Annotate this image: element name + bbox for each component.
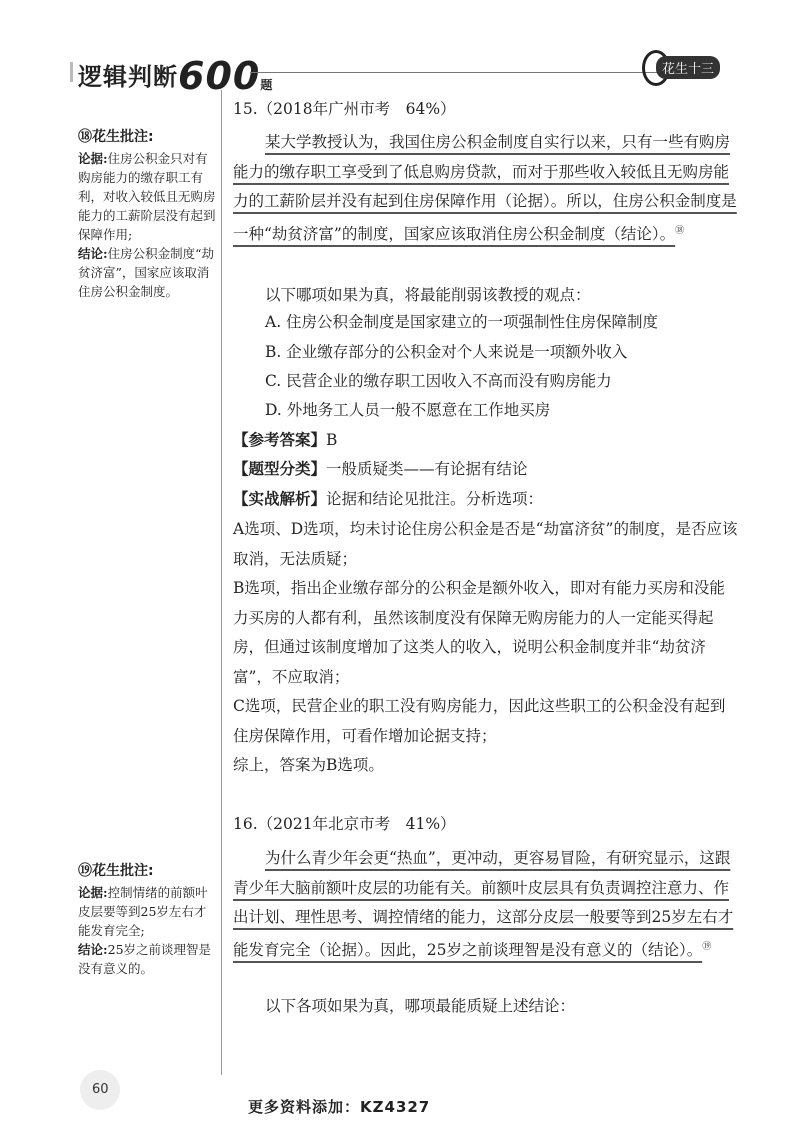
author-badge (642, 46, 732, 82)
book-title-number: 600 (178, 54, 261, 98)
side-note-label: 结论: (78, 246, 108, 261)
question-16-stem-text: 为什么青少年会更“热血”，更冲动，更容易冒险，有研究显示，这跟青少年大脑前额叶皮层的功能有关。前额叶皮层具有负责调控注意力、作出计划、理性思考、调控情绪的能力，这部分皮层一般要等到25岁左右才能发育完全（论据）。因此，25岁之前谈理智是没有意义的（结论）。 (233, 849, 734, 959)
side-note-body (78, 244, 218, 301)
analysis-b: B选项，指出企业缴存部分的公积金是额外收入，即对有能力买房和没能力买房的人都有利，虽然该制度没有保障无购房能力的人一定能买得起房，但通过该制度增加了这类人的收入，说明公积金制度并非“劫贫济富”，不应取消； (233, 579, 725, 686)
answer-value: B (326, 431, 338, 449)
type-line (233, 457, 528, 479)
analysis-ad: A选项、D选项，均未讨论住房公积金是否是“劫富济贫”的制度，是否应该取消，无法质疑； (233, 520, 738, 568)
side-note-text: 住房公积金只对有购房能力的缴存职工有利，对收入较低且无购房能力的工薪阶层没有起到保障作用; (78, 151, 216, 242)
side-note-18 (78, 128, 218, 301)
question-15-stem (233, 128, 738, 249)
question-15-stem-text: 某大学教授认为，我国住房公积金制度自实行以来，只有一些有购房能力的缴存职工享受到了低息购房贷款，而对于那些收入较低且无购房能力的工薪阶层并没有起到住房保障作用（论据）。所以，住房公积金制度是一种“劫贫济富”的制度，国家应该取消住房公积金制度（结论）。 (233, 133, 737, 243)
note-ref-18: ⑱ (675, 225, 685, 236)
side-note-label: 论据: (78, 885, 108, 900)
side-note-text: 住房公积金制度“劫贫济富”，国家应该取消住房公积金制度。 (78, 246, 215, 299)
question-15-prompt: 以下哪项如果为真，将最能削弱该教授的观点： (265, 286, 591, 304)
side-note-title: ⑱花生批注: (78, 129, 154, 145)
margin-divider (221, 90, 222, 1075)
side-note-label: 论据: (78, 151, 108, 166)
question-16-prompt: 以下各项如果为真，哪项最能质疑上述结论： (265, 997, 576, 1015)
page-header (78, 40, 738, 98)
book-title-suffix: 题 (260, 78, 274, 92)
note-ref-19: ⑲ (702, 941, 712, 952)
analysis-summary: 综上，答案为B选项。 (233, 756, 384, 774)
question-16-header: 16.（2021年北京市考 41%） (233, 815, 456, 833)
header-tick (70, 62, 73, 82)
author-badge-text: 花生十三 (656, 56, 720, 79)
side-note-body (78, 883, 218, 940)
side-note-text: 控制情绪的前额叶皮层要等到25岁左右才能发育完全; (78, 885, 208, 938)
side-note-title: ⑲花生批注: (78, 863, 154, 879)
analysis-label: 【实战解析】 (233, 489, 327, 508)
side-note-label: 结论: (78, 942, 108, 957)
side-note-19 (78, 862, 218, 978)
question-16-stem (233, 844, 738, 965)
book-title (78, 50, 274, 98)
side-note-text: 25岁之前谈理智是没有意义的。 (78, 942, 212, 976)
analysis-intro: 论据和结论见批注。分析选项： (326, 490, 544, 508)
option-c: C. 民营企业的缴存职工因收入不高而没有购房能力 (265, 372, 612, 390)
page-number: 60 (92, 1082, 109, 1097)
analysis-line (233, 487, 543, 509)
option-d: D. 外地务工人员一般不愿意在工作地买房 (265, 401, 551, 419)
type-value: 一般质疑类——有论据有结论 (326, 460, 528, 478)
footer-watermark: 更多资料添加：KZ4327 (248, 1098, 431, 1116)
type-label: 【题型分类】 (233, 459, 327, 478)
answer-label: 【参考答案】 (233, 430, 327, 449)
analysis-c: C选项，民营企业的职工没有购房能力，因此这些职工的公积金没有起到住房保障作用，可看作增加论据支持； (233, 697, 726, 745)
option-b: B. 企业缴存部分的公积金对个人来说是一项额外收入 (265, 343, 628, 361)
book-title-text: 逻辑判断 (78, 63, 178, 91)
answer-line (233, 428, 337, 450)
question-15-header: 15.（2018年广州市考 64%） (233, 100, 456, 118)
side-note-body (78, 940, 218, 978)
side-note-body (78, 149, 218, 244)
option-a: A. 住房公积金制度是国家建立的一项强制性住房保障制度 (265, 313, 659, 331)
